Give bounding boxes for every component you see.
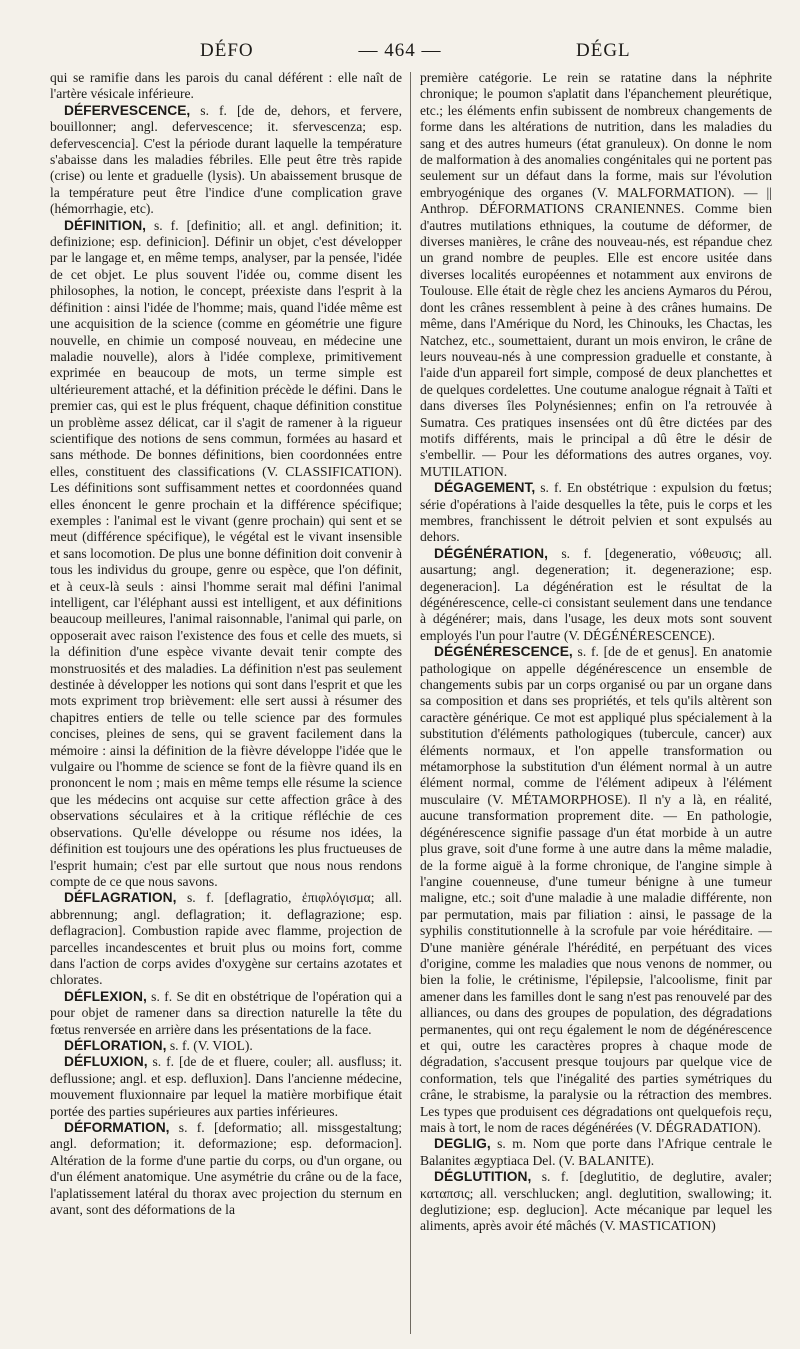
entry-text: s. f. [deglutitio, de deglutire, avaler; καταπσις; all. verschlucken; angl. deglutition, swallowing; it. deglutizione; esp. deglucion]. Acte mécanique par lequel les aliments, après avoir été mâchés (V. MASTICATION) <box>420 1169 772 1234</box>
entry-deflexion <box>50 989 402 1038</box>
entry-defervescence <box>50 103 402 218</box>
left-column <box>50 70 402 1338</box>
right-column <box>420 70 772 1338</box>
entry-defluxion <box>50 1054 402 1120</box>
column-divider <box>410 72 411 1334</box>
entry-degenerescence <box>420 644 772 1136</box>
headword: DÉGAGEMENT, <box>434 480 536 496</box>
headword: DÉGÉNÉRESCENCE, <box>434 644 573 660</box>
continuation-paragraph <box>420 70 772 480</box>
headword: DÉFLUXION, <box>64 1054 148 1070</box>
entry-deglig <box>420 1136 772 1169</box>
headword: DÉFORMATION, <box>64 1120 170 1135</box>
entry-text: s. f. [deflagratio, ἐπιφλόγισμα; all. abbrennung; angl. deflagration; it. deflagrazione; esp. deflagracion]. Combustion rapide avec flamme, projection de parcelles incandescentes et bruit plus ou moins fort, comme dans l'action de corps avides d'oxygène sur certains azotates et chlorates. <box>50 890 402 988</box>
entry-text: s. f. Se dit en obstétrique de l'opération qui a pour objet de ramener dans sa direction naturelle la tête du fœtus renversée en arrière dans les présentations de la face. <box>50 988 402 1037</box>
page-number: — 464 — <box>358 40 442 61</box>
entry-deflagration <box>50 890 402 988</box>
entry-definition <box>50 218 402 891</box>
headword: DÉFLEXION, <box>64 988 147 1004</box>
entry-text: s. f. [de de et genus]. En anatomie pathologique on appelle dégénérescence un ensemble de changements subis par un corps organisé ou par un organe dans sa composition et dans ses propriétés, et tels qu'ils altèrent son caractère générique. Ce mot est appliqué plus spécialement à la substitution d'éléments pathologiques (tubercule, cancer) aux éléments normaux, et l'on appelle transformation ou métamorphose la substitution d'un élément normal à un autre élément normal, comme de l'élément adipeux à l'élément musculaire (V. MÉTAMORPHOSE). Il n'y a là, en réalité, aucune transformation proprement dite. — En pathologie, dégénérescence signifie passage d'un état morbide à un autre plus grave, soit d'une forme à une autre dans la même maladie, de la forme aiguë à la forme chronique, de l'angine simple à l'angine couenneuse, d'une tumeur bénigne à une tumeur maligne, etc.; soit d'une maladie à une maladie différente, non par permutation, mais par filiation : ainsi, le passage de la syphilis constitutionnelle à la scrofule par voie héréditaire. — D'une manière générale l'hérédité, en perpétuant des vices d'origine, comme les maladies que nous venons de nommer, ou bien la folie, le crétinisme, l'épilepsie, l'alcoolisme, finit par amener dans les familles dont le sang n'est pas renouvelé par des alliances, ou dans des groupes de population, des dégradations permanentes, qui ont reçu également le nom de dégénérescence et qui, outre les caractères propres à chaque mode de dégradation, s'accusent presque toujours par quelque vice de conformation, tels que l'inégalité des parties symétriques du crâne, le strabisme, la paralysie ou la rétraction des membres. Les types que produisent ces dégradations ont quelquefois reçu, mais à tort, le nom de races dégénérées (V. DÉGRADATION). <box>420 644 772 1135</box>
headword: DÉFERVESCENCE, <box>64 102 191 118</box>
headword: DÉGLUTITION, <box>434 1169 532 1185</box>
entry-deformation <box>50 1120 402 1218</box>
entry-text: première catégorie. Le rein se ratatine dans la néphrite chronique; le poumon s'aplatit dans l'épanchement pleurétique, etc.; les éléments enfin subissent de nombreux changements de forme dans les altérations de nutrition, dans les maladies du sang et des autres humeurs (état granuleux). On donne le nom de malformation à des anomalies congénitales qui ne portent pas seulement sur un défaut dans la forme, mais sur l'évolution embryogénique des organes (V. MALFORMATION). — || Anthrop. DÉFORMATIONS CRANIENNES. Comme bien d'autres mutilations ethniques, la coutume de déformer, de diverses manières, le crâne des nouveau-nés, est répandue chez un grand nombre de peuples. Elle est encore usitée dans diverses localités européennes et notamment aux environs de Toulouse. Elle était de règle chez les anciens Aymaros du Pérou, dont les crânes ressemblent à peine à des crânes humains. De même, dans l'Amérique du Nord, les Chinouks, les Chactas, les Natchez, etc., soumettaient, durant un mois environ, le crâne de leurs nouveau-nés à une compression graduelle et constante, à l'aide d'un appareil fort simple, composé de deux planchettes et de quelques cordelettes. Une coutume analogue régnait à Taïti et dans diverses îles Polynésiennes; enfin on l'a retrouvée à Sumatra. Ces pratiques insensées ont dû être dictées par des motifs différents, mais le principal a dû être le désir de s'embellir. — Pour les déformations des autres organes, voy. MUTILATION. <box>420 70 772 479</box>
running-head-left: DÉFO <box>200 40 254 61</box>
headword: DÉGÉNÉRATION, <box>434 545 548 561</box>
headword: DEGLIG, <box>434 1136 491 1152</box>
entry-degagement <box>420 480 772 546</box>
entry-degeneration <box>420 546 772 644</box>
page-header <box>0 40 800 70</box>
entry-deglutition <box>420 1169 772 1235</box>
entry-text: s. f. [deformatio; all. missgestaltung; angl. deformation; it. deformazione; esp. deformacion]. Altération de la forme d'une partie du corps, ou d'un organe, ou d'un élément anatomique. Une asymétrie du crâne ou de la face, l'aplatissement latéral du thorax avec projection du sternum en avant, sont des déformations de la <box>50 1120 402 1218</box>
headword: DÉFLORATION, <box>64 1037 167 1053</box>
entry-text: s. f. En obstétrique : expulsion du fœtus; série d'opérations à l'aide desquelles la tête, puis le corps et les membres, franchissent le détroit pelvien et sont expulsés au dehors. <box>420 480 772 545</box>
entry-text: s. f. [de de et fluere, couler; all. ausfluss; it. deflussione; angl. et esp. defluxion]. Dans l'ancienne médecine, mouvement fluxionnaire par lequel la matière morbifique était portée des parties supérieures aux parties inférieures. <box>50 1054 402 1119</box>
headword: DÉFINITION, <box>64 217 147 233</box>
entry-text: qui se ramifie dans les parois du canal déférent : elle naît de l'artère vésicale inférieure. <box>50 70 402 102</box>
entry-text: s. m. Nom que porte dans l'Afrique centrale le Balanites ægyptiaca Del. (V. BALANITE). <box>420 1136 772 1168</box>
running-head-right: DÉGL <box>576 40 631 61</box>
entry-text: s. f. [definitio; all. et angl. definition; it. definizione; esp. definicion]. Définir un objet, c'est développer par le langage et, en même temps, analyser, par la pensée, l'idée de cet objet. Le plus souvent l'idée ou, comme disent les philosophes, la notion, le concept, préexiste dans l'esprit à la définition : ainsi l'idée de l'homme; mais, quand l'idée même est une acquisition de la science (comme en géométrie une figure nouvelle, en chimie un composé nouveau, en médecine une maladie nouvelle), alors à l'idée complexe, primitivement exprimée en beaucoup de mots, un terme simple est ultérieurement attaché, et la définition précède le défini. Dans le premier cas, qui est le plus fréquent, chaque définition constitue un problème assez délicat, car il s'agit de ramener à la rigueur scientifique des notions de sens commun, formées au hasard et sans méthode. De bonnes définitions, bien coordonnées entre elles, constituent des classifications (V. CLASSIFICATION). Les définitions sont suffisamment nettes et coordonnées quand elles énoncent le genre prochain et la différence spécifique; exemples : l'animal est le vivant (genre prochain) qui sent et se meut (différence spécifique), le végétal est le vivant insensible et sans locomotion. De plus une bonne définition doit convenir à tous les individus du groupe, genre ou espèce, que l'on définit, et à ceux-là seuls : ainsi l'homme serait mal défini l'animal intelligent, car l'éléphant aussi est intelligent, et aux définitions beaucoup meilleures, l'animal raisonnable, l'animal qui parle, on opposerait avec raison l'existence des fous et celle des muets, si la définition d'une espèce vivante devait tenir compte des monstruosités et des maladies. La définition n'est pas seulement destinée à développer les notions qui sont dans l'esprit et que les mots expriment trop brièvement: elle sert aussi à résumer des chapitres entiers de telle ou telle science par des formules concises, pleines de sens, qui se gravent facilement dans la mémoire : ainsi la définition de la fièvre développe l'idée que le vulgaire ou l'homme de science se font de la fièvre quand ils en prononcent le nom ; mais en même temps elle résume la science que les médecins ont acquise sur cette affection grâce à des observations séculaires et à la critique réfléchie de ces observations. Qu'elle développe ou résume nos idées, la définition est toujours une des opérations les plus fructueuses de l'esprit humain; c'est par elle surtout que nous nous rendons compte de ce que nous savons. <box>50 217 402 889</box>
headword: DÉFLAGRATION, <box>64 890 177 906</box>
entry-text: s. f. (V. VIOL). <box>169 1037 253 1053</box>
entry-text: s. f. [de de, dehors, et fervere, bouillonner; angl. defervescence; it. sfervescenza; esp. defervescencia]. C'est la période durant laquelle la température s'abaisse dans les maladies fébriles. Elle peut être très rapide (crise) ou lente et graduelle (lysis). Un abaissement brusque de la température peut être l'indice d'une complication grave (hémorrhagie, etc). <box>50 102 402 217</box>
entry-text: s. f. [degeneratio, νόθευσις; all. ausartung; angl. degeneration; it. degenerazione; esp. degeneracion]. La dégénération est le résultat de la dégénérescence, celle-ci consistant seulement dans une tendance à dégénérer; mais, dans l'usage, les deux mots sont souvent employés l'un pour l'autre (V. DÉGÉNÉRESCENCE). <box>420 545 772 643</box>
entry-defloration <box>50 1038 402 1054</box>
continuation-paragraph <box>50 70 402 103</box>
